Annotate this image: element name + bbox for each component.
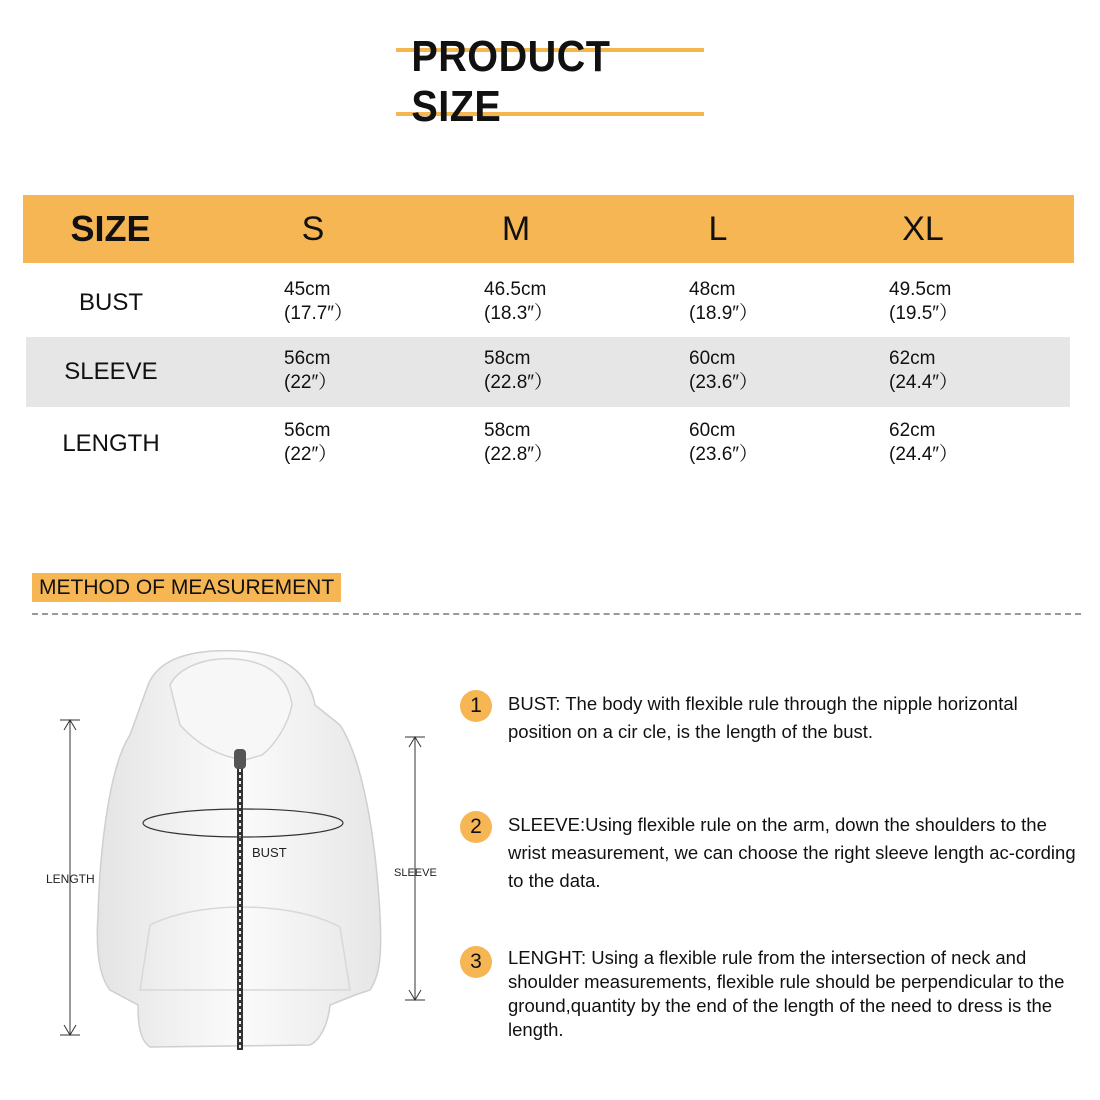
cell-cm: 58cm	[484, 348, 531, 369]
cell-inch: (18.3″）	[484, 303, 554, 324]
zipper-pull	[234, 749, 246, 769]
cell-cm: 56cm	[284, 348, 331, 369]
cell-inch: (22.8″）	[484, 372, 554, 393]
cell-cm: 60cm	[689, 348, 736, 369]
cell-length-s	[284, 419, 404, 467]
cell-inch: (19.5″）	[889, 303, 959, 324]
cell-cm: 46.5cm	[484, 279, 547, 300]
cell-inch: (18.9″）	[689, 303, 759, 324]
row-label-sleeve: SLEEVE	[64, 358, 158, 385]
cell-inch: (22″）	[284, 444, 338, 465]
cell-length-xl	[889, 419, 1009, 467]
cell-bust-s	[284, 278, 404, 326]
size-m-header: M	[501, 209, 531, 248]
size-s-header: S	[301, 209, 325, 248]
cell-inch: (22″）	[284, 372, 338, 393]
size-l-header: L	[708, 209, 728, 248]
cell-inch: (23.6″）	[689, 444, 759, 465]
number-badge: 2	[460, 811, 492, 843]
cell-cm: 45cm	[284, 279, 331, 300]
cell-bust-xl	[889, 278, 1009, 326]
cell-sleeve-l	[689, 347, 809, 395]
cell-length-l	[689, 419, 809, 467]
row-label-length: LENGTH	[62, 430, 160, 457]
cell-cm: 58cm	[484, 420, 531, 441]
cell-cm: 60cm	[689, 420, 736, 441]
size-header-label: SIZE	[70, 208, 151, 249]
cell-sleeve-m	[484, 347, 604, 395]
number-badge: 1	[460, 690, 492, 722]
size-xl-header: XL	[902, 209, 944, 248]
table-row-sleeve	[26, 337, 1070, 407]
page-title: PRODUCT SIZE	[411, 32, 611, 131]
number-badge: 3	[460, 946, 492, 978]
section-divider	[32, 613, 1081, 615]
instruction-text: BUST: The body with flexible rule through the nipple horizontal position on a cir cle, is the length of the bust.	[508, 693, 1018, 742]
cell-cm: 48cm	[689, 279, 736, 300]
cell-cm: 56cm	[284, 420, 331, 441]
table-row-bust	[26, 268, 1070, 338]
table-row-length	[26, 409, 1070, 479]
cell-inch: (23.6″）	[689, 372, 759, 393]
cell-cm: 62cm	[889, 348, 936, 369]
cell-bust-m	[484, 278, 604, 326]
cell-inch: (17.7″）	[284, 303, 354, 324]
cell-length-m	[484, 419, 604, 467]
title-frame	[396, 32, 704, 131]
cell-cm: 62cm	[889, 420, 936, 441]
cell-inch: (22.8″）	[484, 444, 554, 465]
cell-cm: 49.5cm	[889, 279, 952, 300]
diagram-label-sleeve: SLEEVE	[394, 867, 437, 879]
cell-bust-l	[689, 278, 809, 326]
diagram-label-length: LENGTH	[46, 872, 95, 886]
row-label-bust: BUST	[78, 289, 143, 316]
instruction-text: LENGHT: Using a flexible rule from the intersection of neck and shoulder measurements, flexible rule should be perpendicular to the ground,quantity by the end of the length of the need to dress is the length.	[508, 947, 1065, 1040]
cell-inch: (24.4″）	[889, 372, 959, 393]
cell-sleeve-xl	[889, 347, 1009, 395]
method-label: METHOD OF MEASUREMENT	[32, 573, 341, 602]
cell-inch: (24.4″）	[889, 444, 959, 465]
size-table-header	[23, 195, 1074, 263]
hoodie-diagram	[30, 645, 450, 1065]
cell-sleeve-s	[284, 347, 404, 395]
instruction-text: SLEEVE:Using flexible rule on the arm, down the shoulders to the wrist measurement, we can choose the right sleeve length ac-cording to the data.	[508, 814, 1076, 891]
diagram-label-bust: BUST	[252, 845, 287, 860]
